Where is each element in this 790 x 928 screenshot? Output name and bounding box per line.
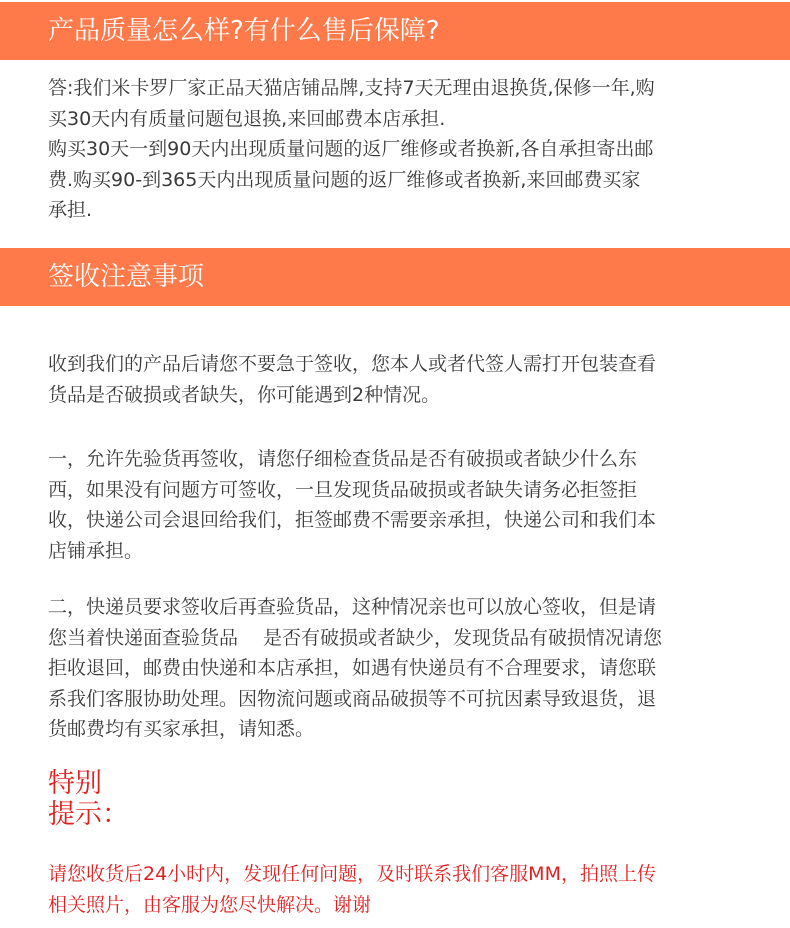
text-line: 一，允许先验货再签收，请您仔细检查货品是否有破损或者缺少什么东: [48, 448, 638, 470]
text-line: 拒收退回，邮费由快递和本店承担，如遇有快递员有不合理要求，请您联: [48, 657, 657, 679]
text-line: 系我们客服协助处理。因物流问题或商品破损等不可抗因素导致退货，退: [48, 687, 657, 710]
text-line: 买30天内有质量问题包退换,来回邮费本店承担.: [48, 107, 446, 130]
text-line: 店铺承担。: [48, 539, 144, 562]
text-line: 答:我们米卡罗厂家正品天猫店铺品牌,支持7天无理由退换货,保修一年,购: [48, 77, 655, 99]
quality-answer-paragraph: [48, 73, 748, 226]
special-notice-title: [48, 768, 129, 830]
section-title-signing: 签收注意事项: [48, 262, 205, 292]
signing-intro-paragraph: [48, 349, 748, 410]
text-line: 购买30天一到90天内出现质量问题的返厂维修或者换新,各自承担寄出邮: [48, 138, 654, 160]
section-header-signing: [0, 248, 790, 306]
text-line: 二，快递员要求签收后再查验货品，这种情况亲也可以放心签收，但是请: [48, 596, 657, 618]
notice-line: 相关照片，由客服为您尽快解决。谢谢: [48, 894, 372, 916]
special-title-line: 提示：: [48, 799, 129, 830]
text-line: 您当着快递面查验货品 是否有破损或者缺少，发现货品有破损情况请您: [48, 626, 663, 649]
special-notice-text: [48, 859, 748, 921]
text-line: 货品是否破损或者缺失，你可能遇到2种情况。: [48, 383, 441, 406]
section-header-quality: [0, 2, 790, 60]
text-line: 收，快递公司会退回给我们，拒签邮费不需要亲承担，快递公司和我们本: [48, 509, 657, 531]
text-line: 收到我们的产品后请您不要急于签收，您本人或者代签人需打开包装查看: [48, 353, 657, 375]
signing-case-two-paragraph: [48, 592, 748, 745]
section-title-quality: 产品质量怎么样?有什么售后保障?: [48, 16, 440, 46]
notice-line: 请您收货后24小时内，发现任何问题，及时联系我们客服MM，拍照上传: [48, 863, 656, 885]
text-line: 费.购买90-到365天内出现质量问题的返厂维修或者换新,来回邮费买家: [48, 168, 641, 191]
text-line: 承担.: [48, 199, 93, 221]
signing-case-one-paragraph: [48, 444, 748, 566]
text-line: 货邮费均有买家承担，请知悉。: [48, 718, 315, 740]
text-line: 西，如果没有问题方可签收，一旦发现货品破损或者缺失请务必拒签拒: [48, 478, 638, 501]
special-title-line: 特别: [48, 768, 102, 799]
